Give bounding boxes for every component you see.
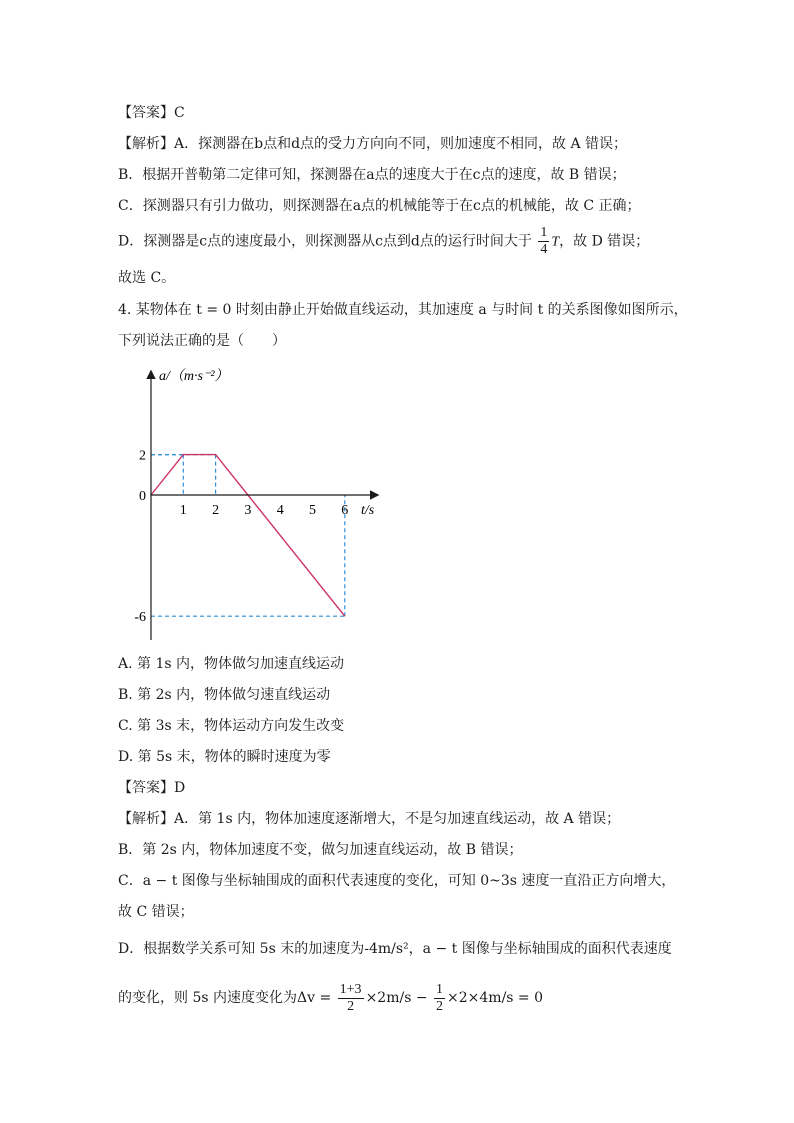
answer-value: D xyxy=(174,780,186,796)
x-tick-label-3: 3 xyxy=(244,503,252,518)
d2-text-mid: ×2m/s − xyxy=(365,990,428,1006)
analysis-tag: 【解析】 xyxy=(118,136,174,152)
y-axis-label: a/（m·s⁻²） xyxy=(159,369,229,384)
frac-num: 1+3 xyxy=(339,981,362,997)
q4-answer-line xyxy=(118,778,185,798)
x-tick-label-5: 5 xyxy=(309,503,316,518)
q3-analysis-a xyxy=(118,134,627,154)
fraction-1 xyxy=(338,982,364,1015)
period-var: T xyxy=(551,234,560,250)
answer-tag: 【答案】 xyxy=(118,780,174,796)
q3-analysis-b: B．根据开普勒第二定律可知，探测器在a点的速度大于在c点的速度，故 B 错误； xyxy=(118,167,626,183)
q4-analysis-d1: D．根据数学关系可知 5s 末的加速度为-4m/s²，a − t 图像与坐标轴围成的面积代表速度 xyxy=(118,941,672,957)
fraction-2 xyxy=(434,982,445,1015)
d-text-pre: D．探测器是c点的速度最小，则探测器从c点到d点的运行时间大于 xyxy=(118,233,532,250)
x-tick-label-4: 4 xyxy=(276,503,284,518)
frac-den: 4 xyxy=(540,242,548,257)
q4-analysis-b: B．第 2s 内，物体加速度不变，做匀加速直线运动，故 B 错误； xyxy=(118,842,523,858)
q3-answer-line xyxy=(118,103,185,123)
d2-text-pre: 的变化，则 5s 内速度变化为Δv = xyxy=(118,990,332,1006)
y-tick-label--6: -6 xyxy=(134,610,146,626)
option-d: D. 第 5s 末，物体的瞬时速度为零 xyxy=(118,749,331,765)
analysis-text: A．第 1s 内，物体加速度逐渐增大，不是匀加速直线运动，故 A 错误； xyxy=(174,811,621,827)
q3-analysis-d xyxy=(118,225,649,259)
x-tick-label-1: 1 xyxy=(179,503,187,518)
option-c: C. 第 3s 末，物体运动方向发生改变 xyxy=(118,718,345,734)
answer-tag: 【答案】 xyxy=(118,105,174,121)
q4-analysis-c2: 故 C 错误； xyxy=(118,904,194,920)
option-a: A. 第 1s 内，物体做匀加速直线运动 xyxy=(118,656,345,672)
q4-stem-line2: 下列说法正确的是（ ） xyxy=(118,333,286,349)
d2-text-end: ×2×4m/s = 0 xyxy=(447,990,544,1006)
frac-num: 1 xyxy=(436,981,444,997)
x-tick-label-2: 2 xyxy=(212,503,220,518)
acceleration-series-line xyxy=(151,455,345,617)
q3-conclusion: 故选 C。 xyxy=(118,270,176,286)
q4-analysis-d2 xyxy=(118,980,543,1016)
q3-analysis-c: C．探测器只有引力做功，则探测器在a点的机械能等于在c点的机械能，故 C 正确； xyxy=(118,198,641,214)
frac-den: 2 xyxy=(347,998,355,1014)
fraction-quarter xyxy=(538,225,549,258)
y-tick-label-0: 0 xyxy=(139,489,146,504)
q4-analysis-c1: C．a − t 图像与坐标轴围成的面积代表速度的变化，可知 0~3s 速度一直沿正方向增大， xyxy=(118,873,676,889)
frac-num: 1 xyxy=(540,225,548,240)
analysis-tag: 【解析】 xyxy=(118,811,174,827)
y-tick-label-2: 2 xyxy=(139,448,146,464)
q4-stem-line1: 4. 某物体在 t = 0 时刻由静止开始做直线运动，其加速度 a 与时间 t 的关系图像如图所示， xyxy=(118,302,688,318)
answer-value: C xyxy=(174,105,185,121)
d-text-post: ，故 D 错误； xyxy=(559,233,650,250)
analysis-text: A．探测器在b点和d点的受力方向向不同，则加速度不相同，故 A 错误； xyxy=(174,136,628,152)
x-axis-label: t/s xyxy=(361,503,375,518)
frac-den: 2 xyxy=(436,998,444,1014)
acceleration-time-graph xyxy=(125,362,405,647)
x-tick-label-6: 6 xyxy=(341,503,349,518)
option-b: B. 第 2s 内，物体做匀速直线运动 xyxy=(118,687,331,703)
q4-analysis-a xyxy=(118,809,620,829)
